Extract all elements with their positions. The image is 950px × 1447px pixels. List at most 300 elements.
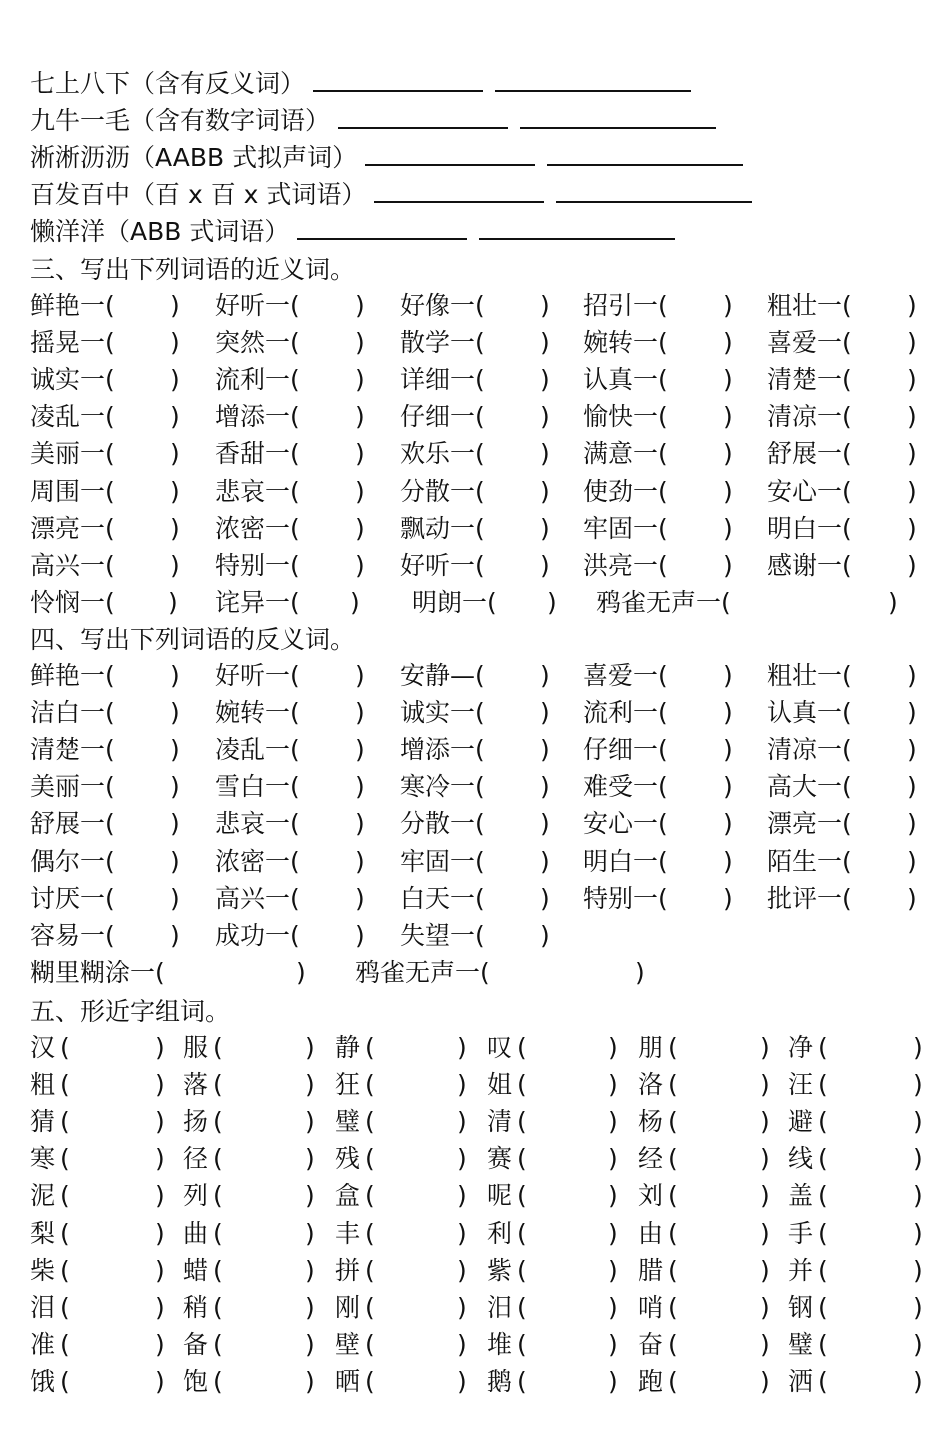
idiom-label: 九牛一毛（含有数字词语） bbox=[30, 106, 331, 135]
closing-paren: ) bbox=[155, 1329, 165, 1359]
closing-paren: ) bbox=[907, 698, 917, 728]
closing-paren: ) bbox=[608, 1218, 618, 1248]
similar-char: 鹅 bbox=[487, 1366, 513, 1396]
closing-paren: ) bbox=[760, 1033, 770, 1062]
section3-word: 喜爱一( bbox=[767, 328, 852, 358]
opening-paren: ( bbox=[668, 1070, 678, 1100]
section3-word: 使劲一( bbox=[583, 476, 668, 506]
opening-paren: ( bbox=[818, 1144, 828, 1174]
similar-char: 奋 bbox=[638, 1329, 664, 1359]
section3-word: 粗壮一( bbox=[767, 291, 852, 320]
closing-paren: ) bbox=[155, 1366, 165, 1396]
section4-word: 明白一( bbox=[583, 846, 668, 876]
closing-paren: ) bbox=[723, 772, 733, 802]
closing-paren: ) bbox=[305, 1181, 315, 1211]
section3-word: 飘动一( bbox=[400, 513, 485, 543]
idiom-label: 懒洋洋（ABB 式词语） bbox=[30, 217, 290, 246]
section4-word: 白天一( bbox=[400, 883, 485, 913]
answer-blank[interactable] bbox=[495, 68, 691, 92]
opening-paren: ( bbox=[818, 1255, 828, 1285]
closing-paren: ) bbox=[913, 1033, 923, 1062]
section4-word: 美丽一( bbox=[30, 772, 115, 802]
section3-word: 愉快一( bbox=[583, 402, 668, 432]
section3-word: 好听一( bbox=[400, 550, 485, 580]
section4-word: 陌生一( bbox=[767, 846, 852, 876]
opening-paren: ( bbox=[818, 1329, 828, 1359]
closing-paren: ) bbox=[723, 476, 733, 506]
closing-paren: ) bbox=[170, 809, 180, 839]
similar-char: 残 bbox=[335, 1144, 361, 1174]
closing-paren: ) bbox=[913, 1218, 923, 1248]
opening-paren: ( bbox=[60, 1144, 70, 1174]
similar-char: 由 bbox=[638, 1218, 664, 1248]
opening-paren: ( bbox=[213, 1107, 223, 1137]
opening-paren: ( bbox=[365, 1033, 375, 1062]
closing-paren: ) bbox=[457, 1329, 467, 1359]
closing-paren: ) bbox=[723, 809, 733, 839]
similar-char: 利 bbox=[487, 1218, 513, 1248]
section3-word: 感谢一( bbox=[767, 550, 852, 580]
section3-word: 安心一( bbox=[767, 476, 852, 506]
section4-word: 安心一( bbox=[583, 809, 668, 839]
closing-paren: ) bbox=[305, 1366, 315, 1396]
opening-paren: ( bbox=[517, 1033, 527, 1062]
closing-paren: ) bbox=[913, 1181, 923, 1211]
section4-word: 讨厌一( bbox=[30, 883, 115, 913]
similar-char: 紫 bbox=[487, 1255, 513, 1285]
similar-char: 蜡 bbox=[183, 1255, 209, 1285]
section4-word: 寒冷一( bbox=[400, 772, 485, 802]
closing-paren: ) bbox=[540, 550, 550, 580]
section4-word: 诚实一( bbox=[400, 698, 485, 728]
section4-word: 雪白一( bbox=[215, 772, 300, 802]
section4-word: 清楚一( bbox=[30, 735, 115, 765]
closing-paren: ) bbox=[457, 1070, 467, 1100]
idiom-line bbox=[30, 103, 728, 139]
closing-paren: ) bbox=[907, 365, 917, 395]
closing-paren: ) bbox=[723, 846, 733, 876]
closing-paren: ) bbox=[540, 402, 550, 432]
similar-char: 跑 bbox=[638, 1366, 664, 1396]
section3-word: 分散一( bbox=[400, 476, 485, 506]
section3-word: 增添一( bbox=[215, 402, 300, 432]
closing-paren: ) bbox=[760, 1070, 770, 1100]
idiom-label: 七上八下（含有反义词） bbox=[30, 69, 306, 98]
closing-paren: ) bbox=[155, 1218, 165, 1248]
similar-char: 洒 bbox=[788, 1366, 814, 1396]
closing-paren: ) bbox=[907, 513, 917, 543]
answer-blank[interactable] bbox=[556, 179, 752, 203]
opening-paren: ( bbox=[668, 1144, 678, 1174]
section5-heading: 五、形近字组词。 bbox=[30, 997, 231, 1026]
section4-word: 容易一( bbox=[30, 920, 115, 950]
similar-char: 猜 bbox=[30, 1107, 56, 1137]
closing-paren: ) bbox=[155, 1107, 165, 1137]
section3-word: 洪亮一( bbox=[583, 550, 668, 580]
closing-paren: ) bbox=[760, 1255, 770, 1285]
opening-paren: ( bbox=[668, 1366, 678, 1396]
section3-word: 摇晃一( bbox=[30, 328, 115, 358]
closing-paren: ) bbox=[608, 1107, 618, 1137]
closing-paren: ) bbox=[540, 476, 550, 506]
similar-char: 清 bbox=[487, 1107, 513, 1137]
similar-char: 璧 bbox=[335, 1107, 361, 1137]
closing-paren: ) bbox=[540, 920, 550, 950]
closing-paren: ) bbox=[355, 846, 365, 876]
closing-paren: ) bbox=[608, 1070, 618, 1100]
similar-char: 手 bbox=[788, 1218, 814, 1248]
opening-paren: ( bbox=[668, 1292, 678, 1322]
closing-paren: ) bbox=[540, 809, 550, 839]
opening-paren: ( bbox=[818, 1181, 828, 1211]
similar-char: 粗 bbox=[30, 1070, 56, 1100]
closing-paren: ) bbox=[355, 809, 365, 839]
opening-paren: ( bbox=[517, 1255, 527, 1285]
closing-paren: ) bbox=[723, 291, 733, 320]
section4-word: 增添一( bbox=[400, 735, 485, 765]
closing-paren: ) bbox=[170, 883, 180, 913]
section4-word: 分散一( bbox=[400, 809, 485, 839]
closing-paren: ) bbox=[723, 735, 733, 765]
closing-paren: ) bbox=[170, 439, 180, 469]
closing-paren: ) bbox=[170, 772, 180, 802]
closing-paren: ) bbox=[913, 1329, 923, 1359]
section3-word: 悲哀一( bbox=[215, 476, 300, 506]
section3-word: 明朗一( bbox=[412, 587, 497, 617]
similar-char: 梨 bbox=[30, 1218, 56, 1248]
opening-paren: ( bbox=[517, 1107, 527, 1137]
closing-paren: ) bbox=[305, 1033, 315, 1062]
closing-paren: ) bbox=[355, 291, 365, 320]
answer-blank[interactable] bbox=[365, 142, 535, 166]
section3-word: 香甜一( bbox=[215, 439, 300, 469]
similar-char: 柴 bbox=[30, 1255, 56, 1285]
section4-word: 流利一( bbox=[583, 698, 668, 728]
section4-word: 牢固一( bbox=[400, 846, 485, 876]
closing-paren: ) bbox=[608, 1329, 618, 1359]
section3-word: 招引一( bbox=[583, 291, 668, 320]
closing-paren: ) bbox=[723, 365, 733, 395]
section3-word: 突然一( bbox=[215, 328, 300, 358]
similar-char: 服 bbox=[183, 1033, 209, 1062]
closing-paren: ) bbox=[907, 809, 917, 839]
closing-paren: ) bbox=[608, 1366, 618, 1396]
answer-blank[interactable] bbox=[479, 216, 675, 240]
closing-paren: ) bbox=[723, 550, 733, 580]
closing-paren: ) bbox=[760, 1107, 770, 1137]
closing-paren: ) bbox=[608, 1144, 618, 1174]
closing-paren: ) bbox=[355, 920, 365, 950]
section4-word: 喜爱一( bbox=[583, 661, 668, 690]
opening-paren: ( bbox=[60, 1329, 70, 1359]
opening-paren: ( bbox=[517, 1366, 527, 1396]
closing-paren: ) bbox=[907, 735, 917, 765]
closing-paren: ) bbox=[355, 698, 365, 728]
similar-char: 寒 bbox=[30, 1144, 56, 1174]
closing-paren: ) bbox=[355, 328, 365, 358]
opening-paren: ( bbox=[517, 1181, 527, 1211]
closing-paren: ) bbox=[760, 1329, 770, 1359]
similar-char: 泥 bbox=[30, 1181, 56, 1211]
similar-char: 拼 bbox=[335, 1255, 361, 1285]
closing-paren: ) bbox=[547, 587, 557, 617]
closing-paren: ) bbox=[723, 328, 733, 358]
closing-paren: ) bbox=[907, 291, 917, 320]
section3-word: 详细一( bbox=[400, 365, 485, 395]
closing-paren: ) bbox=[907, 476, 917, 506]
opening-paren: ( bbox=[517, 1218, 527, 1248]
similar-char: 哨 bbox=[638, 1292, 664, 1322]
opening-paren: ( bbox=[60, 1033, 70, 1062]
closing-paren: ) bbox=[540, 439, 550, 469]
section4-word: 悲哀一( bbox=[215, 809, 300, 839]
closing-paren: ) bbox=[355, 661, 365, 690]
closing-paren: ) bbox=[170, 513, 180, 543]
similar-char: 径 bbox=[183, 1144, 209, 1174]
section4-word: 仔细一( bbox=[583, 735, 668, 765]
closing-paren: ) bbox=[305, 1107, 315, 1137]
similar-char: 备 bbox=[183, 1329, 209, 1359]
section3-word: 美丽一( bbox=[30, 439, 115, 469]
similar-char: 饱 bbox=[183, 1366, 209, 1396]
section4-word: 批评一( bbox=[767, 883, 852, 913]
closing-paren: ) bbox=[540, 328, 550, 358]
opening-paren: ( bbox=[668, 1181, 678, 1211]
similar-char: 汨 bbox=[487, 1292, 513, 1322]
similar-char: 落 bbox=[183, 1070, 209, 1100]
opening-paren: ( bbox=[365, 1329, 375, 1359]
closing-paren: ) bbox=[608, 1033, 618, 1062]
section4-word: 洁白一( bbox=[30, 698, 115, 728]
opening-paren: ( bbox=[213, 1144, 223, 1174]
section3-word: 牢固一( bbox=[583, 513, 668, 543]
section3-word: 清凉一( bbox=[767, 402, 852, 432]
similar-char: 泪 bbox=[30, 1292, 56, 1322]
closing-paren: ) bbox=[913, 1255, 923, 1285]
similar-char: 刚 bbox=[335, 1292, 361, 1322]
similar-char: 稍 bbox=[183, 1292, 209, 1322]
opening-paren: ( bbox=[818, 1070, 828, 1100]
closing-paren: ) bbox=[305, 1144, 315, 1174]
section3-word: 婉转一( bbox=[583, 328, 668, 358]
closing-paren: ) bbox=[723, 513, 733, 543]
closing-paren: ) bbox=[760, 1366, 770, 1396]
closing-paren: ) bbox=[913, 1366, 923, 1396]
idiom-label: 淅淅沥沥（AABB 式拟声词） bbox=[30, 143, 358, 172]
opening-paren: ( bbox=[60, 1366, 70, 1396]
similar-char: 壁 bbox=[335, 1329, 361, 1359]
closing-paren: ) bbox=[355, 883, 365, 913]
opening-paren: ( bbox=[213, 1255, 223, 1285]
idiom-label: 百发百中（百 x 百 x 式词语） bbox=[30, 180, 367, 209]
similar-char: 汉 bbox=[30, 1033, 56, 1062]
closing-paren: ) bbox=[457, 1292, 467, 1322]
opening-paren: ( bbox=[60, 1107, 70, 1137]
opening-paren: ( bbox=[213, 1033, 223, 1062]
opening-paren: ( bbox=[517, 1070, 527, 1100]
closing-paren: ) bbox=[913, 1144, 923, 1174]
similar-char: 晒 bbox=[335, 1366, 361, 1396]
section3-word: 怜悯一( bbox=[30, 587, 115, 617]
closing-paren: ) bbox=[170, 291, 180, 320]
closing-paren: ) bbox=[913, 1107, 923, 1137]
answer-blank[interactable] bbox=[374, 179, 544, 203]
answer-blank[interactable] bbox=[547, 142, 743, 166]
closing-paren: ) bbox=[540, 883, 550, 913]
closing-paren: ) bbox=[907, 883, 917, 913]
section3-word: 漂亮一( bbox=[30, 513, 115, 543]
section3-word: 明白一( bbox=[767, 513, 852, 543]
closing-paren: ) bbox=[355, 735, 365, 765]
closing-paren: ) bbox=[155, 1144, 165, 1174]
closing-paren: ) bbox=[760, 1218, 770, 1248]
similar-char: 堆 bbox=[487, 1329, 513, 1359]
section4-heading: 四、写出下列词语的反义词。 bbox=[30, 625, 356, 654]
closing-paren: ) bbox=[155, 1255, 165, 1285]
section3-word: 好听一( bbox=[215, 291, 300, 320]
section3-word: 仔细一( bbox=[400, 402, 485, 432]
closing-paren: ) bbox=[355, 476, 365, 506]
similar-char: 狂 bbox=[335, 1070, 361, 1100]
closing-paren: ) bbox=[907, 328, 917, 358]
opening-paren: ( bbox=[365, 1107, 375, 1137]
opening-paren: ( bbox=[213, 1181, 223, 1211]
closing-paren: ) bbox=[296, 957, 306, 987]
similar-char: 准 bbox=[30, 1329, 56, 1359]
closing-paren: ) bbox=[355, 439, 365, 469]
section4-word: 难受一( bbox=[583, 772, 668, 802]
opening-paren: ( bbox=[60, 1255, 70, 1285]
closing-paren: ) bbox=[760, 1292, 770, 1322]
closing-paren: ) bbox=[170, 328, 180, 358]
opening-paren: ( bbox=[365, 1366, 375, 1396]
section4-word: 清凉一( bbox=[767, 735, 852, 765]
similar-char: 钢 bbox=[788, 1292, 814, 1322]
closing-paren: ) bbox=[170, 550, 180, 580]
closing-paren: ) bbox=[457, 1218, 467, 1248]
opening-paren: ( bbox=[213, 1070, 223, 1100]
closing-paren: ) bbox=[608, 1181, 618, 1211]
section3-word: 清楚一( bbox=[767, 365, 852, 395]
closing-paren: ) bbox=[170, 476, 180, 506]
similar-char: 净 bbox=[788, 1033, 814, 1062]
similar-char: 洛 bbox=[638, 1070, 664, 1100]
section4-word: 鲜艳一( bbox=[30, 661, 115, 690]
section3-word: 满意一( bbox=[583, 439, 668, 469]
answer-blank[interactable] bbox=[313, 68, 483, 92]
opening-paren: ( bbox=[668, 1255, 678, 1285]
closing-paren: ) bbox=[305, 1070, 315, 1100]
closing-paren: ) bbox=[457, 1181, 467, 1211]
closing-paren: ) bbox=[723, 698, 733, 728]
closing-paren: ) bbox=[170, 402, 180, 432]
similar-char: 饿 bbox=[30, 1366, 56, 1396]
section3-word: 周围一( bbox=[30, 476, 115, 506]
section4-word: 糊里糊涂一( bbox=[30, 957, 165, 987]
opening-paren: ( bbox=[365, 1070, 375, 1100]
opening-paren: ( bbox=[213, 1366, 223, 1396]
section4-word: 浓密一( bbox=[215, 846, 300, 876]
opening-paren: ( bbox=[818, 1292, 828, 1322]
closing-paren: ) bbox=[540, 365, 550, 395]
section3-word: 舒展一( bbox=[767, 439, 852, 469]
section4-word: 偶尔一( bbox=[30, 846, 115, 876]
closing-paren: ) bbox=[540, 772, 550, 802]
closing-paren: ) bbox=[168, 587, 178, 617]
closing-paren: ) bbox=[608, 1292, 618, 1322]
opening-paren: ( bbox=[668, 1107, 678, 1137]
section3-word: 鲜艳一( bbox=[30, 291, 115, 320]
similar-char: 赛 bbox=[487, 1144, 513, 1174]
closing-paren: ) bbox=[907, 439, 917, 469]
similar-char: 曲 bbox=[183, 1218, 209, 1248]
closing-paren: ) bbox=[170, 365, 180, 395]
section4-word: 特别一( bbox=[583, 883, 668, 913]
closing-paren: ) bbox=[457, 1107, 467, 1137]
section3-word: 欢乐一( bbox=[400, 439, 485, 469]
closing-paren: ) bbox=[540, 291, 550, 320]
opening-paren: ( bbox=[818, 1366, 828, 1396]
similar-char: 避 bbox=[788, 1107, 814, 1137]
similar-char: 盖 bbox=[788, 1181, 814, 1211]
closing-paren: ) bbox=[907, 402, 917, 432]
closing-paren: ) bbox=[155, 1033, 165, 1062]
closing-paren: ) bbox=[305, 1329, 315, 1359]
opening-paren: ( bbox=[668, 1329, 678, 1359]
closing-paren: ) bbox=[155, 1070, 165, 1100]
similar-char: 璧 bbox=[788, 1329, 814, 1359]
opening-paren: ( bbox=[818, 1107, 828, 1137]
closing-paren: ) bbox=[457, 1033, 467, 1062]
opening-paren: ( bbox=[365, 1292, 375, 1322]
section4-word: 粗壮一( bbox=[767, 661, 852, 690]
section3-word: 诧异一( bbox=[215, 587, 300, 617]
similar-char: 丰 bbox=[335, 1218, 361, 1248]
answer-blank[interactable] bbox=[297, 216, 467, 240]
closing-paren: ) bbox=[170, 846, 180, 876]
similar-char: 扬 bbox=[183, 1107, 209, 1137]
opening-paren: ( bbox=[213, 1292, 223, 1322]
idiom-line bbox=[30, 66, 703, 102]
similar-char: 呢 bbox=[487, 1181, 513, 1211]
opening-paren: ( bbox=[213, 1329, 223, 1359]
opening-paren: ( bbox=[517, 1292, 527, 1322]
section3-word: 流利一( bbox=[215, 365, 300, 395]
closing-paren: ) bbox=[540, 735, 550, 765]
answer-blank[interactable] bbox=[338, 105, 508, 129]
section3-word: 凌乱一( bbox=[30, 402, 115, 432]
closing-paren: ) bbox=[305, 1218, 315, 1248]
closing-paren: ) bbox=[170, 698, 180, 728]
closing-paren: ) bbox=[155, 1292, 165, 1322]
section3-word: 特别一( bbox=[215, 550, 300, 580]
section4-word: 高大一( bbox=[767, 772, 852, 802]
closing-paren: ) bbox=[170, 920, 180, 950]
section4-word: 好听一( bbox=[215, 661, 300, 690]
closing-paren: ) bbox=[723, 402, 733, 432]
similar-char: 汪 bbox=[788, 1070, 814, 1100]
closing-paren: ) bbox=[907, 772, 917, 802]
closing-paren: ) bbox=[457, 1366, 467, 1396]
section4-word: 漂亮一( bbox=[767, 809, 852, 839]
idiom-line bbox=[30, 140, 755, 176]
section4-word: 凌乱一( bbox=[215, 735, 300, 765]
similar-char: 刘 bbox=[638, 1181, 664, 1211]
answer-blank[interactable] bbox=[520, 105, 716, 129]
closing-paren: ) bbox=[355, 550, 365, 580]
section3-word: 高兴一( bbox=[30, 550, 115, 580]
similar-char: 腊 bbox=[638, 1255, 664, 1285]
